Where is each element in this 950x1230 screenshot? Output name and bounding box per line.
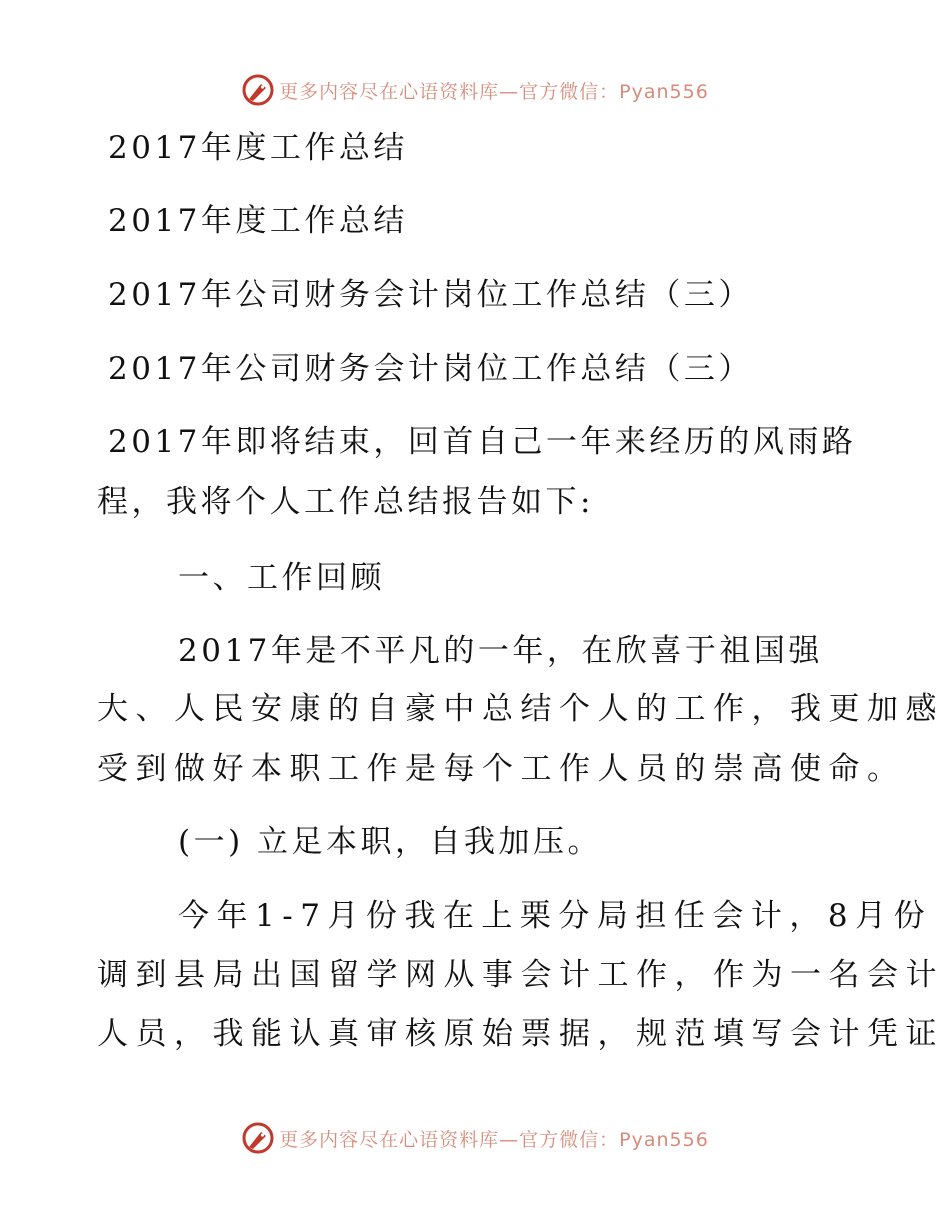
section-heading: 一、工作回顾 xyxy=(178,560,385,596)
paragraph-line: 受到做好本职工作是每个工作人员的崇高使命。 xyxy=(97,751,906,787)
watermark-banner-bottom xyxy=(0,1118,950,1158)
document-title-repeat: 2017年度工作总结 xyxy=(108,203,408,239)
watermark-banner-top xyxy=(0,70,950,110)
intro-line: 程，我将个人工作总结报告如下: xyxy=(97,484,594,520)
paragraph-line: 大、人民安康的自豪中总结个人的工作，我更加感 xyxy=(97,691,944,727)
document-subtitle-repeat: 2017年公司财务会计岗位工作总结（三） xyxy=(108,351,753,387)
intro-line: 2017年即将结束，回首自己一年来经历的风雨路 xyxy=(108,424,857,460)
document-subtitle: 2017年公司财务会计岗位工作总结（三） xyxy=(108,277,753,313)
pen-nib-logo-icon xyxy=(241,1121,275,1155)
watermark-text: 更多内容尽在心语资料库—官方微信：Pyan556 xyxy=(279,80,709,103)
pen-nib-logo-icon xyxy=(241,73,275,107)
paragraph-line: 调到县局出国留学网从事会计工作，作为一名会计 xyxy=(97,957,944,993)
document-title: 2017年度工作总结 xyxy=(108,130,408,166)
paragraph-line: 今年1-7月份我在上栗分局担任会计，8月份 xyxy=(178,898,933,934)
watermark-text: 更多内容尽在心语资料库—官方微信：Pyan556 xyxy=(279,1128,709,1151)
subheading: (一) 立足本职，自我加压。 xyxy=(178,824,603,860)
paragraph-line: 人员，我能认真审核原始票据，规范填写会计凭证 xyxy=(97,1016,944,1052)
paragraph-line: 2017年是不平凡的一年，在欣喜于祖国强 xyxy=(178,633,823,669)
